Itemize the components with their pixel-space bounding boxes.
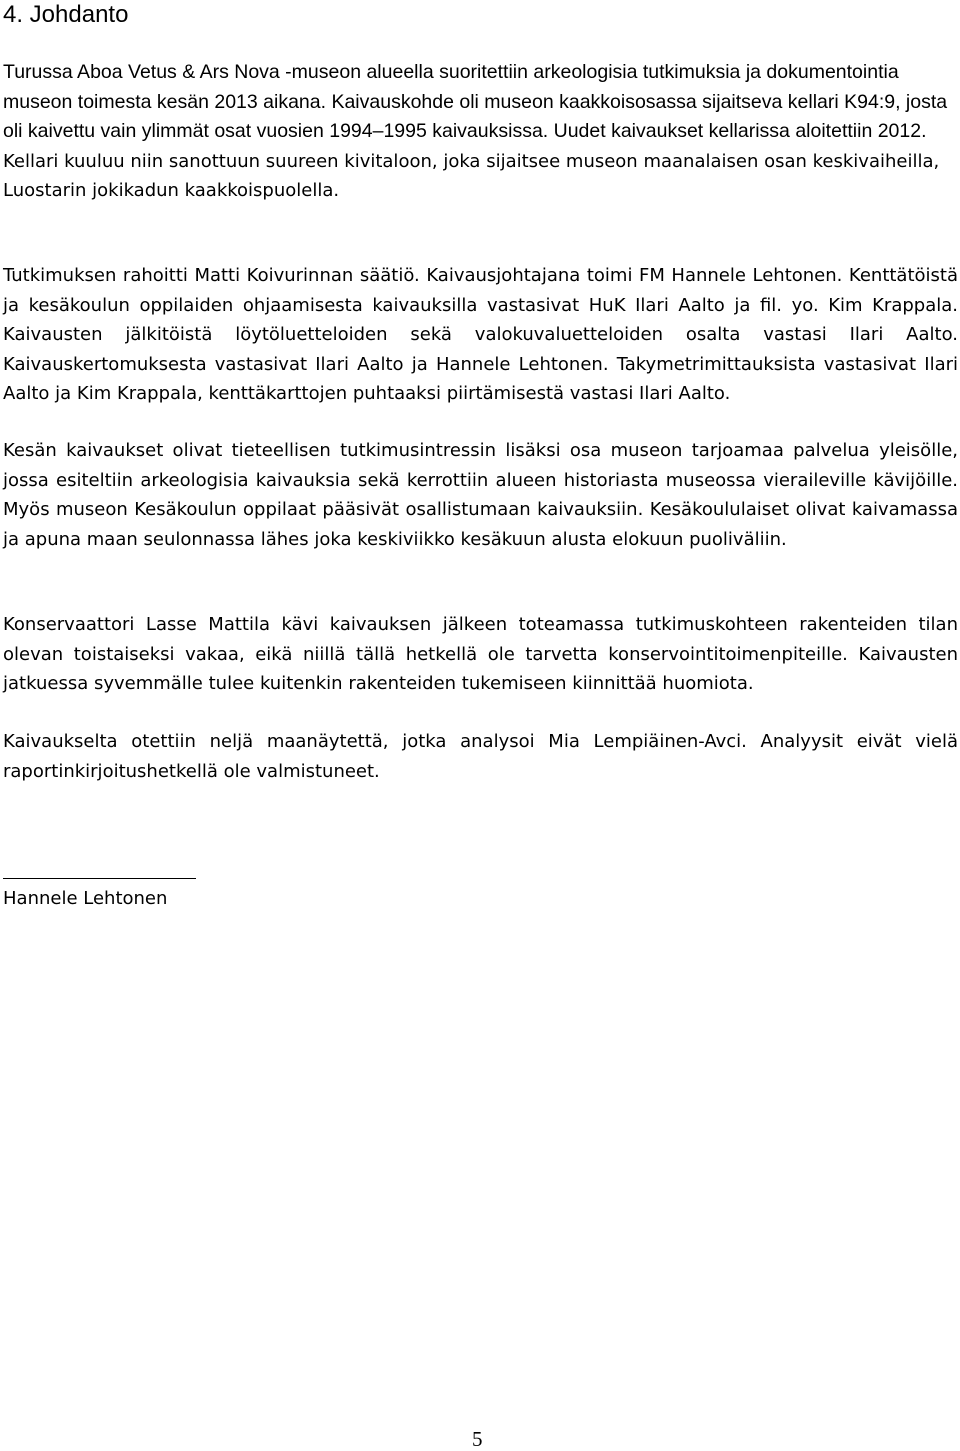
- summer-school-paragraph: Kesän kaivaukset olivat tieteellisen tutkimusintressin lisäksi osa museon tarjoamaa palvelua yleisölle, jossa esiteltiin arkeologisia kaivauksia sekä kerrottiin alueen historiasta museossa vieraileville kävijöille. Myös museon Kesäkoulun oppilaat pääsivät osallistumaan kaivauksiin. Kesäkoululaiset olivat kaivamassa ja apuna maan seulonnassa lähes joka keskiviikko kesäkuun alusta elokuun puoliväliin.: [3, 440, 958, 550]
- signature-line: [3, 878, 196, 879]
- intro-paragraph-part-2: Kellari kuuluu niin sanottuun suureen kivitaloon, joka sijaitsee museon maanalaisen osan keskivaiheilla, Luostarin jokikadun kaakkoispuolella.: [3, 150, 940, 201]
- soil-samples-paragraph: Kaivaukselta otettiin neljä maanäytettä, jotka analysoi Mia Lempiäinen-Avci. Analyysit eivät vielä raportinkirjoitushetkellä ole valmistuneet.: [3, 731, 958, 782]
- intro-paragraph: [3, 58, 958, 206]
- section-heading: 4. Johdanto: [3, 1, 129, 28]
- intro-paragraph-part-1: Turussa Aboa Vetus & Ars Nova -museon alueella suoritettiin arkeologisia tutkimuksia ja dokumentointia museon toimesta kesän 2013 aikana. Kaivauskohde oli museon kaakkoisosassa sijaitseva kellari K94:9, josta oli kaivettu vain ylimmät osat vuosien 1994–1995 kaivauksissa. Uudet kaivaukset kellarissa aloitettiin 2012.: [3, 61, 948, 142]
- page-number: 5: [472, 1427, 483, 1451]
- conservation-paragraph: Konservaattori Lasse Mattila kävi kaivauksen jälkeen toteamassa tutkimuskohteen rakenteiden tilan olevan toistaiseksi vakaa, eikä niillä tällä hetkellä ole tarvetta konservointitoimenpiteille. Kaivausten jatkuessa syvemmälle tulee kuitenkin rakenteiden tukemiseen kiinnittää huomiota.: [3, 614, 958, 694]
- signature-name: Hannele Lehtonen: [3, 888, 168, 909]
- funding-staff-paragraph: Tutkimuksen rahoitti Matti Koivurinnan säätiö. Kaivausjohtajana toimi FM Hannele Lehtonen. Kenttätöistä ja kesäkoulun oppilaiden ohjaamisesta kaivauksilla vastasivat HuK Ilari Aalto ja fil. yo. Kim Krappala. Kaivausten jälkitöistä löytöluetteloiden sekä valokuvaluetteloiden osalta vastasi Ilari Aalto. Kaivauskertomuksesta vastasivat Ilari Aalto ja Hannele Lehtonen. Takymetrimittauksista vastasivat Ilari Aalto ja Kim Krappala, kenttäkarttojen puhtaaksi piirtämisestä vastasi Ilari Aalto.: [3, 265, 958, 404]
